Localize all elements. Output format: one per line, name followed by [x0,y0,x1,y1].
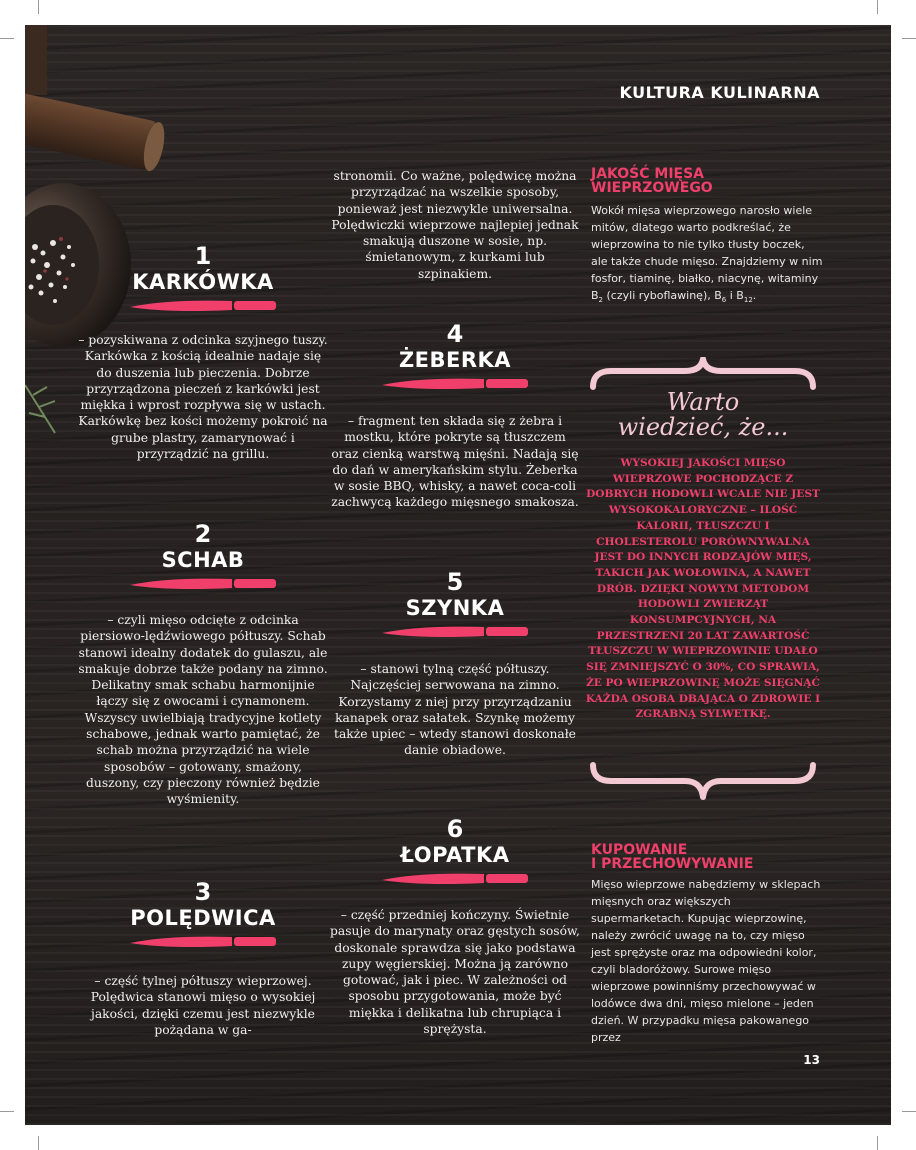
cut-number: 2 [194,520,212,548]
cut-name: POLĘDWICA [130,906,276,930]
cut-text-poledwica: – część tylnej półtuszy wieprzowej. Polędwica stanowi mięso o wysokiej jakości, dzięki czemu jest niezwykle pożądana w ga- [90,974,316,1037]
quality-text [591,202,823,309]
knife-icon [380,375,530,393]
crop-mark [0,1111,14,1112]
cut-heading-karkowka [78,243,328,315]
subscript: 2 [598,296,604,305]
quality-title-line2: WIEPRZOWEGO [591,180,713,196]
knife-icon [380,870,530,888]
subscript: 6 [721,296,727,305]
quality-text-and: i B [726,289,744,302]
cut-heading-poledwica [78,879,328,951]
buying-title-line2: I PRZECHOWYWANIE [591,856,754,872]
buying-title [591,843,753,871]
cut-text-karkowka: – pozyskiwana z odcinka szyjnego tuszy. Karkówka z kością idealnie nadaje się do duszenia lub pieczenia. Dobrze przyrządzona pieczeń z karkówki jest miękka i wprost rozpływa się w ustach. Karkówkę bez kości możemy pokroić na grube plastry, zamarynować i przyrządzić na grillu. [78,333,328,462]
buying-title-line1: KUPOWANIE [591,842,688,858]
cut-number: 4 [446,320,464,348]
cut-name: KARKÓWKA [132,270,274,294]
crop-mark [902,1111,916,1112]
cut-heading-lopatka [330,816,580,888]
magazine-page [25,25,891,1125]
page-number: 13 [803,1053,820,1067]
cut-heading-schab [78,521,328,593]
quality-text-main: Wokół mięsa wieprzowego narosło wiele mitów, dlatego warto podkreślać, że wieprzowina to nie tylko tłusty boczek, ale także chude mięso. Znajdziemy w nim fosfor, tiaminę, białko, niacynę, witaminy B [591,204,823,302]
crop-mark [877,1136,878,1150]
cut-name: ŻEBERKA [398,348,512,372]
fact-box-title [593,390,813,440]
quality-title-line1: JAKOŚĆ MIĘSA [591,166,705,182]
knife-icon [128,933,278,951]
curly-brace-icon [589,357,817,391]
quality-text-mid: (czyli ryboflawinę), B [603,289,722,302]
cut-number: 6 [446,815,464,843]
knife-icon [128,297,278,315]
cut-text-zeberka: – fragment ten składa się z żebra i mostku, które pokryte są tłuszczem oraz cienką warstwą mięśni. Nadają się do dań w amerykańskim stylu. Żeberka w sosie BBQ, whisky, a nawet coca-coli zachwycą każdego mięsnego smakosza. [331,414,579,510]
section-header: KULTURA KULINARNA [619,83,820,102]
cut-name: SZYNKA [405,596,505,620]
fact-box-title-line1: Warto [666,388,740,416]
cut-name: ŁOPATKA [400,843,510,867]
cut-number: 1 [194,242,212,270]
fact-box-title-line2: wiedzieć, że... [617,413,789,441]
cut-text-szynka: – stanowi tylną część półtuszy. Najczęściej serwowana na zimno. Korzystamy z niej przy przyrządzaniu kanapek oraz sałatek. Szynkę możemy także upiec – wtedy stanowi doskonałe danie obiadowe. [334,662,576,758]
curly-brace-icon [589,761,817,801]
crop-mark [38,0,39,14]
quality-title [591,167,713,195]
knife-icon [380,623,530,641]
buying-text: Mięso wieprzowe nabędziemy w sklepach mięsnych oraz większych supermarketach. Kupując wieprzowinę, należy zwrócić uwagę na to, czy mięso jest sprężyste oraz ma odpowiedni kolor, czyli bladoróżowy. Surowe mięso wieprzowe powinniśmy przechowywać w lodówce dwa dni, mięso mielone – jeden dzień. W przypadku mięsa pakowanego przez [591,878,821,1044]
crop-mark [38,1136,39,1150]
cut-heading-zeberka [330,321,580,393]
knife-icon [128,575,278,593]
cut-number: 5 [446,568,464,596]
quality-text-end: . [752,289,757,302]
crop-mark [877,0,878,14]
cut-number: 3 [194,878,212,906]
cut-name: SCHAB [161,548,245,572]
crop-mark [902,38,916,39]
cut-heading-szynka [330,569,580,641]
fact-box-text: WYSOKIEJ JAKOŚCI MIĘSO WIEPRZOWE POCHODZĄCE Z DOBRYCH HODOWLI WCALE NIE JEST WYSOKOKALORYCZNE – ILOŚĆ KALORII, TŁUSZCZU I CHOLESTEROLU PORÓWNYWALNA JEST DO INNYCH RODZAJÓW MIĘS, TAKICH JAK WOŁOWINA, A NAWET DRÓB. DZIĘKI NOWYM METODOM HODOWLI ZWIERZĄT KONSUMPCYJNYCH, NA PRZESTRZENI 20 LAT ZAWARTOŚĆ TŁUSZCZU W WIEPRZOWINIE UDAŁO SIĘ ZMNIEJSZYĆ O 30%, CO SPRAWIA, ŻE PO WIEPRZOWINĘ MOŻE SIĘGNĄĆ KAŻDA OSOBA DBAJĄCA O ZDROWIE I ZGRABNĄ SYLWETKĘ. [585,457,821,721]
poledwica-text-continued: stronomii. Co ważne, polędwicę można przyrządzać na wszelkie sposoby, ponieważ jest niezwykle uniwersalna. Polędwiczki wieprzowe najlepiej jednak smakują duszone w sosie, np. śmietanowym, z kurkami lub szpinakiem. [331,169,579,281]
crop-mark [0,38,14,39]
cut-text-schab: – czyli mięso odcięte z odcinka piersiowo-lędźwiowego półtuszy. Schab stanowi idealny dodatek do gulaszu, ale smakuje dobrze także podany na zimno. Delikatny smak schabu harmonijnie łączy się z owocami i cynamonem. Wszyscy uwielbiają tradycyjne kotlety schabowe, jednak warto pamiętać, że schab można przyrządzić na wiele sposobów – gotowany, smażony, duszony, czy pieczony również będzie wyśmienity. [78,613,328,807]
subscript: 12 [743,296,753,305]
cut-text-lopatka: – część przedniej kończyny. Świetnie pasuje do marynaty oraz gęstych sosów, doskonale sprawdza się jako podstawa zupy węgierskiej. Można ją zarówno gotować, jak i piec. W zależności od sposobu przygotowania, może być miękka i delikatna lub chrupiąca i sprężysta. [330,908,580,1037]
